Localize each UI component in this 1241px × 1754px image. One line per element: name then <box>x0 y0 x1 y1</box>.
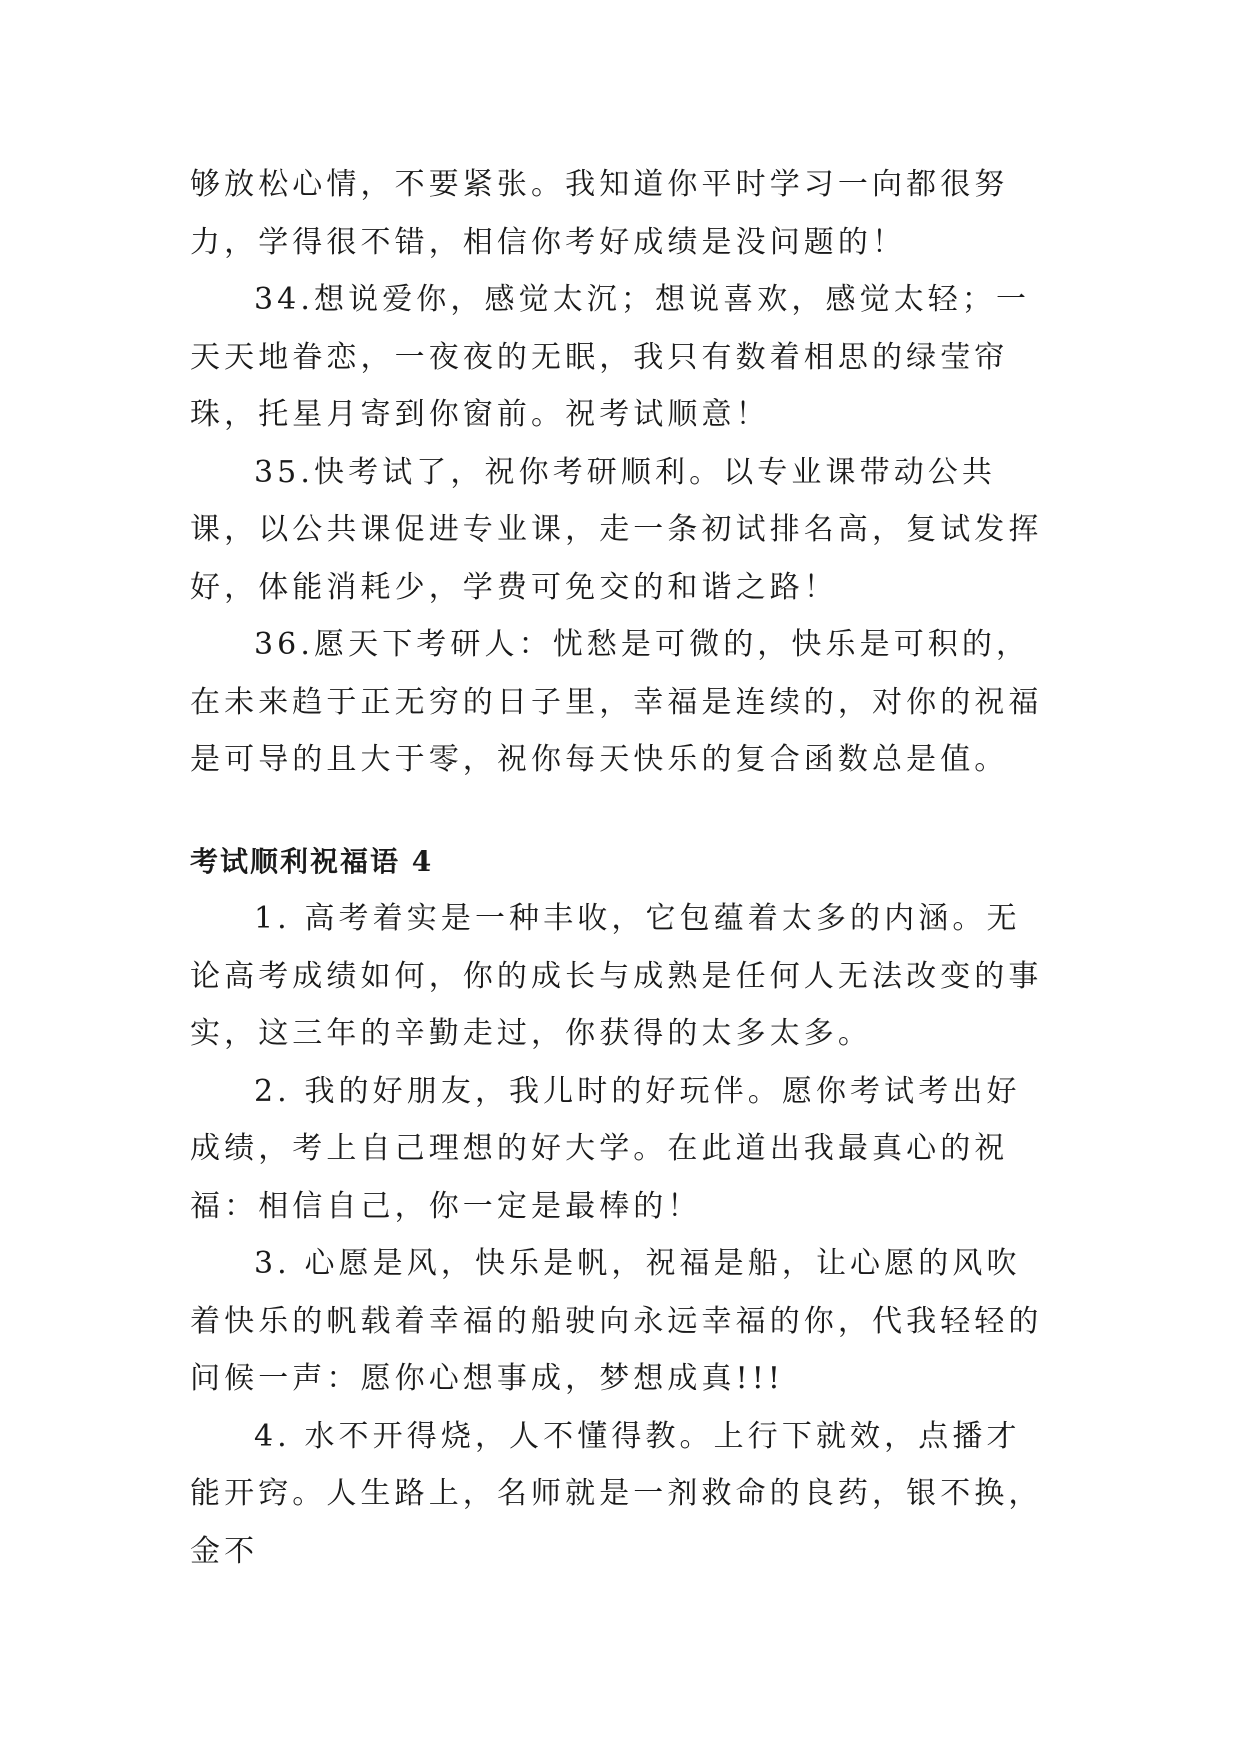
paragraph-34: 34.想说爱你，感觉太沉；想说喜欢，感觉太轻；一天天地眷恋，一夜夜的无眠，我只有数着相思的绿莹帘珠，托星月寄到你窗前。祝考试顺意！ <box>190 282 1031 432</box>
paragraph-3: 3. 心愿是风，快乐是帆，祝福是船，让心愿的风吹着快乐的帆载着幸福的船驶向永远幸福的你，代我轻轻的问候一声：愿你心想事成，梦想成真!!! <box>190 1246 1043 1396</box>
paragraph-continuation: 够放松心情，不要紧张。我知道你平时学习一向都很努力，学得很不错，相信你考好成绩是没问题的！ <box>190 167 1009 260</box>
paragraph-2: 2. 我的好朋友，我儿时的好玩伴。愿你考试考出好成绩，考上自己理想的好大学。在此道出我最真心的祝福：相信自己，你一定是最棒的！ <box>190 1073 1021 1224</box>
paragraph-35: 35.快考试了，祝你考研顺利。以专业课带动公共课，以公共课促进专业课，走一条初试排名高，复试发挥好，体能消耗少，学费可免交的和谐之路！ <box>190 454 1043 605</box>
section-heading: 考试顺利祝福语 4 <box>190 844 434 878</box>
paragraph-36: 36.愿天下考研人：忧愁是可微的，快乐是可积的，在未来趋于正无穷的日子里，幸福是连续的，对你的祝福是可导的且大于零，祝你每天快乐的复合函数总是值。 <box>190 627 1043 777</box>
paragraph-4: 4. 水不开得烧，人不懂得教。上行下就效，点播才能开窍。人生路上，名师就是一剂救命的良药，银不换，金不 <box>190 1418 1043 1569</box>
document-body <box>190 156 1050 1580</box>
paragraph-1: 1. 高考着实是一种丰收，它包蕴着太多的内涵。无论高考成绩如何，你的成长与成熟是任何人无法改变的事实，这三年的辛勤走过，你获得的太多太多。 <box>190 901 1043 1051</box>
